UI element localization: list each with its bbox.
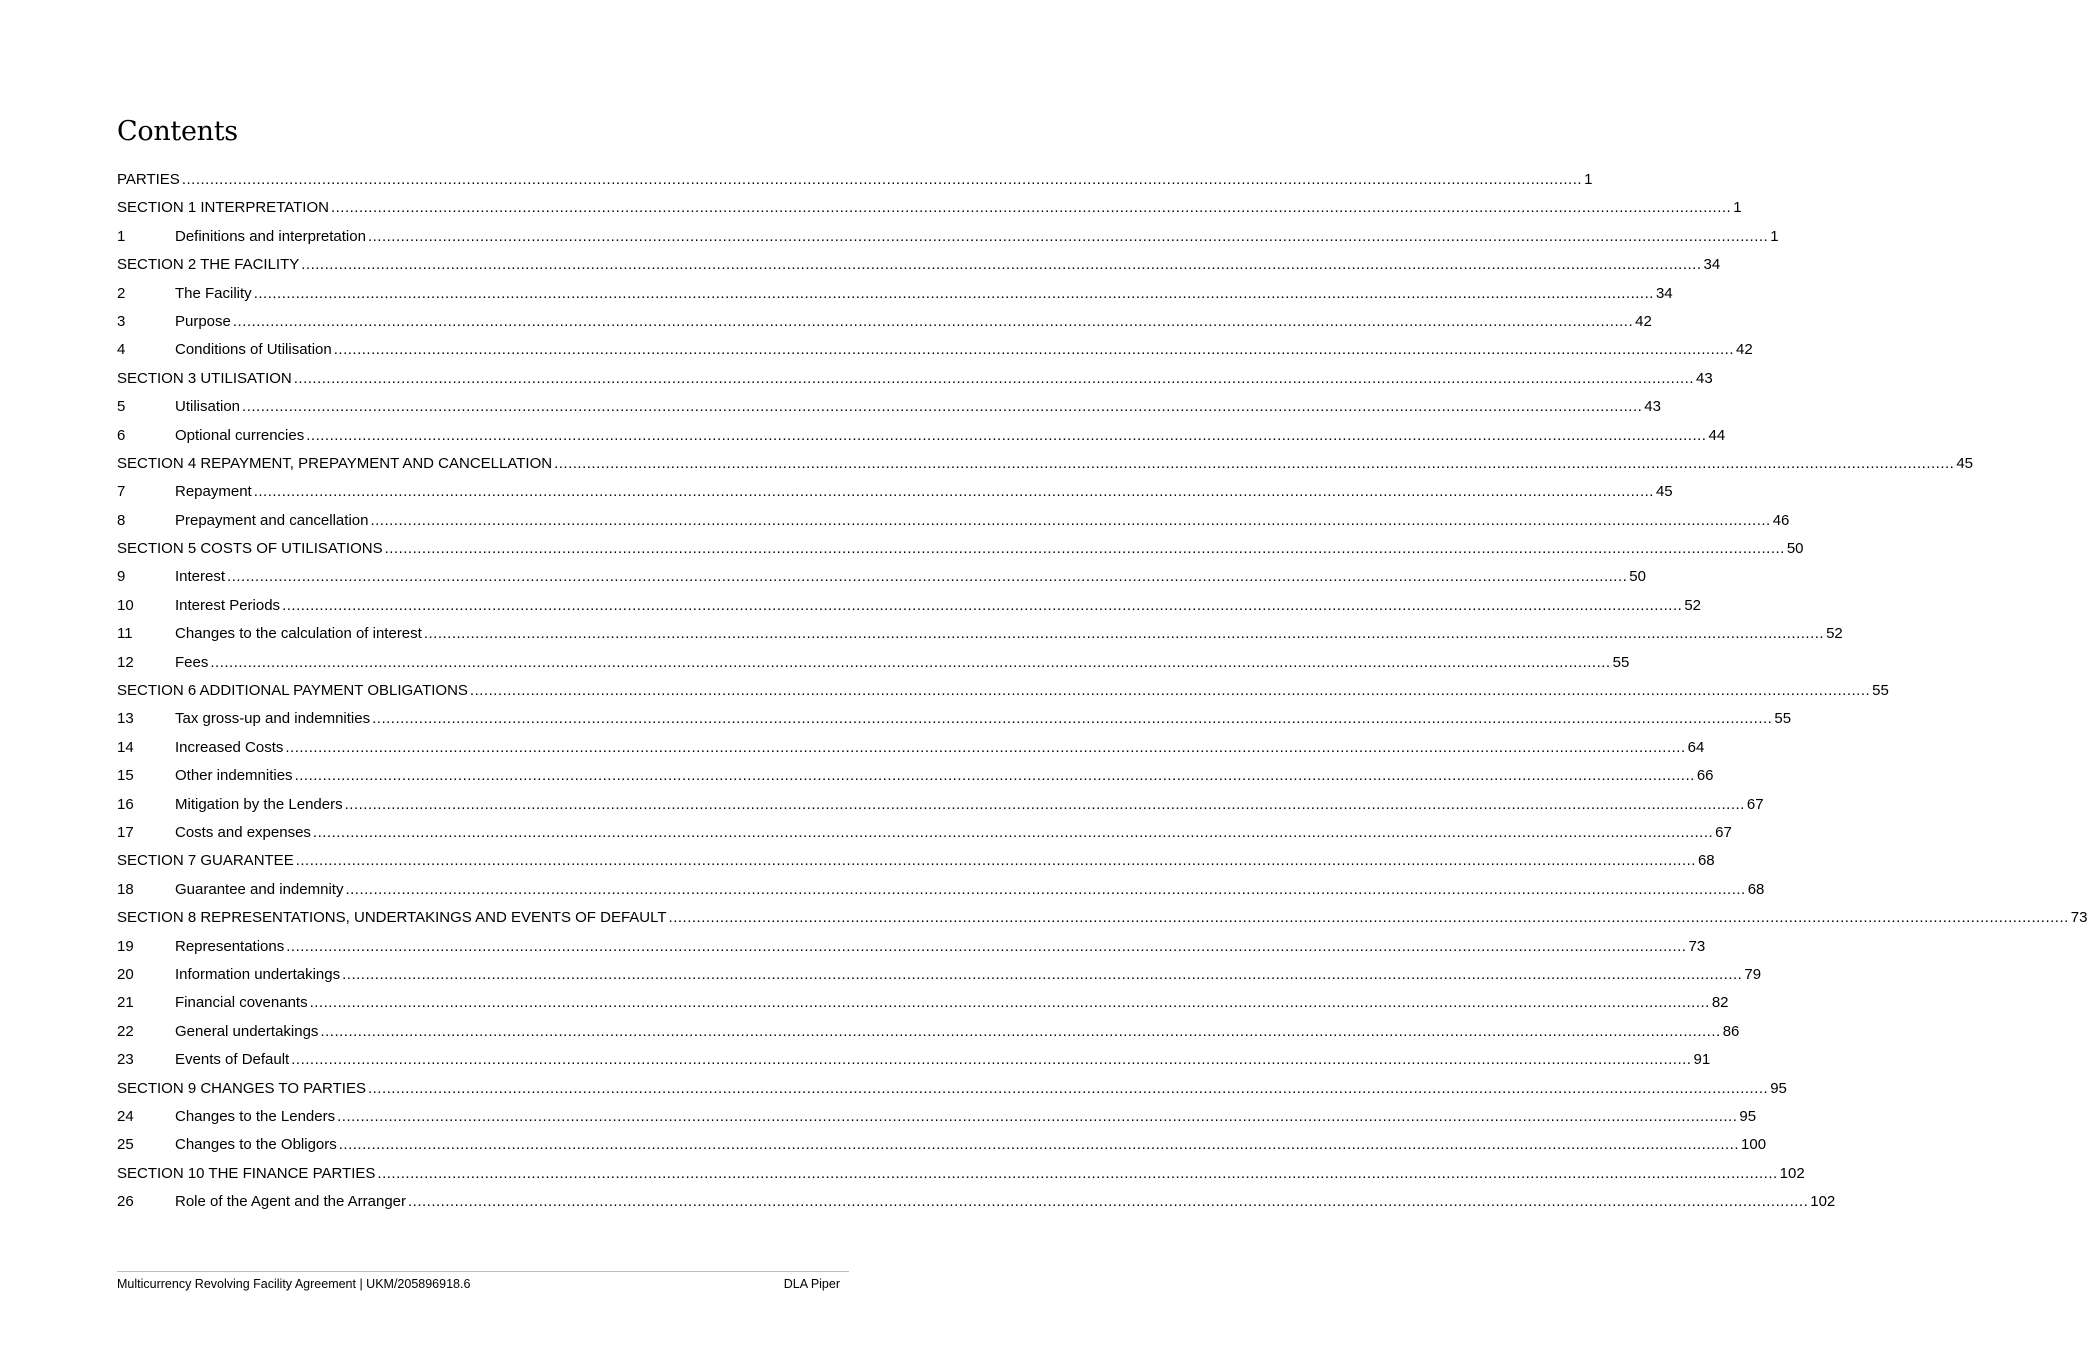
toc-entry-clause[interactable]: [117, 397, 1661, 425]
toc-entry-clause[interactable]: [117, 482, 1673, 510]
toc-dot-leader: ............................................................................................................................................................................................................................................................................................................: [210, 653, 1611, 671]
toc-entry-clause[interactable]: [117, 1192, 1836, 1220]
toc-entry-page: 1: [1584, 171, 1593, 188]
toc-entry-section[interactable]: [117, 198, 1742, 226]
toc-entry-page: 67: [1746, 795, 1764, 813]
toc-entry-clause[interactable]: [117, 1022, 1740, 1050]
toc-dot-leader: ............................................................................................................................................................................................................................................................................................................: [285, 738, 1686, 756]
toc-dot-leader: ............................................................................................................................................................................................................................................................................................................: [227, 568, 1628, 586]
toc-entry-label: SECTION 6 ADDITIONAL PAYMENT OBLIGATIONS: [117, 682, 468, 700]
toc-entry-section[interactable]: [117, 255, 1721, 283]
toc-entry-label: SECTION 7 GUARANTEE: [117, 852, 294, 870]
toc-entry-number: 6: [117, 426, 126, 444]
toc-entry-page: 68: [1747, 880, 1765, 898]
toc-dot-leader: ............................................................................................................................................................................................................................................................................................................: [294, 767, 1695, 785]
toc-entry-page: 64: [1687, 738, 1705, 756]
toc-entry-section[interactable]: [117, 369, 1713, 397]
toc-entry-label: Fees: [175, 653, 209, 671]
toc-entry-number: 26: [117, 1193, 134, 1211]
toc-entry-clause[interactable]: [117, 709, 1792, 737]
toc-entry-clause[interactable]: [117, 1107, 1757, 1135]
toc-entry-page: 73: [1688, 937, 1706, 955]
toc-entry-label: SECTION 1 INTERPRETATION: [117, 199, 329, 217]
toc-entry-page: 91: [1693, 1051, 1711, 1069]
toc-entry-number: 23: [117, 1051, 134, 1069]
toc-entry-label: SECTION 2 THE FACILITY: [117, 256, 300, 274]
toc-entry-page: 52: [1826, 625, 1843, 643]
toc-dot-leader: ............................................................................................................................................................................................................................................................................................................: [338, 1136, 1740, 1154]
toc-entry-clause[interactable]: [117, 340, 1753, 368]
toc-entry-label: Representations: [175, 937, 285, 955]
toc-entry-number: 3: [117, 312, 126, 330]
toc-entry-label: General undertakings: [175, 1022, 319, 1040]
toc-entry-label: SECTION 8 REPRESENTATIONS, UNDERTAKINGS AND EVENTS OF DEFAULT: [117, 909, 667, 927]
toc-entry-page: 43: [1696, 369, 1713, 387]
toc-entry-clause[interactable]: [117, 993, 1729, 1021]
toc-entry-clause[interactable]: [117, 653, 1630, 681]
toc-entry-label: Financial covenants: [175, 994, 308, 1012]
toc-entry-label: Prepayment and cancellation: [175, 511, 369, 529]
toc-entry-page: 52: [1684, 596, 1701, 614]
toc-entry-label: Interest Periods: [175, 596, 281, 614]
table-of-contents: [117, 170, 2087, 1220]
toc-entry-page: 86: [1722, 1022, 1740, 1040]
toc-dot-leader: ............................................................................................................................................................................................................................................................................................................: [181, 171, 1583, 188]
toc-dot-leader: ............................................................................................................................................................................................................................................................................................................: [367, 227, 1769, 245]
toc-dot-leader: ............................................................................................................................................................................................................................................................................................................: [253, 284, 1654, 302]
toc-dot-leader: ............................................................................................................................................................................................................................................................................................................: [408, 1193, 1809, 1211]
toc-entry-number: 22: [117, 1022, 134, 1040]
toc-dot-leader: ............................................................................................................................................................................................................................................................................................................: [367, 1079, 1769, 1097]
toc-entry-page: 102: [1810, 1193, 1836, 1211]
toc-entry-label: Changes to the Lenders: [175, 1107, 336, 1125]
toc-entry-page: 50: [1786, 540, 1804, 558]
toc-entry-page: 102: [1779, 1164, 1805, 1182]
toc-entry-page: 66: [1696, 767, 1714, 785]
toc-entry-section[interactable]: [117, 170, 1593, 198]
toc-dot-leader: ............................................................................................................................................................................................................................................................................................................: [312, 823, 1714, 841]
toc-entry-page: 55: [1872, 682, 1889, 700]
toc-dot-leader: ............................................................................................................................................................................................................................................................................................................: [295, 852, 1696, 870]
toc-entry-label: SECTION 5 COSTS OF UTILISATIONS: [117, 540, 383, 558]
toc-entry-label: SECTION 3 UTILISATION: [117, 369, 292, 387]
toc-entry-page: 73: [2070, 909, 2087, 927]
toc-dot-leader: ............................................................................................................................................................................................................................................................................................................: [342, 965, 1743, 983]
toc-entry-label: Increased Costs: [175, 738, 284, 756]
toc-entry-label: Optional currencies: [175, 426, 305, 444]
toc-entry-page: 45: [1655, 483, 1673, 501]
footer: [117, 1277, 840, 1291]
toc-dot-leader: ............................................................................................................................................................................................................................................................................................................: [423, 625, 1825, 643]
toc-dot-leader: ............................................................................................................................................................................................................................................................................................................: [320, 1022, 1721, 1040]
toc-entry-label: Other indemnities: [175, 767, 293, 785]
toc-entry-label: Costs and expenses: [175, 823, 311, 841]
toc-entry-page: 34: [1655, 284, 1673, 302]
toc-entry-clause[interactable]: [117, 227, 1779, 255]
toc-entry-label: Changes to the calculation of interest: [175, 625, 422, 643]
toc-dot-leader: ............................................................................................................................................................................................................................................................................................................: [232, 312, 1634, 330]
toc-entry-page: 43: [1644, 398, 1661, 416]
toc-entry-clause[interactable]: [117, 1050, 1711, 1078]
toc-entry-label: Repayment: [175, 483, 252, 501]
toc-entry-page: 100: [1741, 1136, 1767, 1154]
toc-entry-clause[interactable]: [117, 1135, 1767, 1163]
toc-entry-page: 42: [1736, 341, 1753, 359]
toc-entry-label: SECTION 9 CHANGES TO PARTIES: [117, 1079, 366, 1097]
toc-entry-number: 15: [117, 767, 134, 785]
toc-entry-number: 4: [117, 341, 126, 359]
toc-dot-leader: ............................................................................................................................................................................................................................................................................................................: [242, 398, 1643, 416]
toc-entry-page: 95: [1739, 1107, 1757, 1125]
toc-entry-label: PARTIES: [117, 171, 180, 188]
toc-entry-label: Changes to the Obligors: [175, 1136, 337, 1154]
footer-firm-name: DLA Piper: [783, 1277, 840, 1291]
toc-entry-number: 24: [117, 1107, 134, 1125]
toc-dot-leader: ............................................................................................................................................................................................................................................................................................................: [293, 369, 1694, 387]
toc-entry-page: 34: [1703, 256, 1721, 274]
toc-entry-number: 11: [117, 625, 133, 643]
toc-entry-number: 20: [117, 965, 134, 983]
toc-dot-leader: ............................................................................................................................................................................................................................................................................................................: [554, 454, 1955, 472]
toc-entry-page: 67: [1715, 823, 1732, 841]
toc-entry-section[interactable]: [117, 1164, 1805, 1192]
toc-dot-leader: ............................................................................................................................................................................................................................................................................................................: [330, 199, 1732, 217]
toc-entry-label: Utilisation: [175, 398, 241, 416]
toc-entry-label: Guarantee and indemnity: [175, 880, 344, 898]
toc-entry-label: Role of the Agent and the Arranger: [175, 1193, 406, 1211]
toc-dot-leader: ............................................................................................................................................................................................................................................................................................................: [384, 540, 1785, 558]
toc-entry-section[interactable]: [117, 1079, 1787, 1107]
toc-entry-number: 16: [117, 795, 134, 813]
toc-entry-page: 95: [1770, 1079, 1787, 1097]
toc-dot-leader: ............................................................................................................................................................................................................................................................................................................: [345, 880, 1746, 898]
toc-entry-label: Events of Default: [175, 1051, 290, 1069]
toc-entry-page: 45: [1956, 454, 1974, 472]
footer-document-reference: Multicurrency Revolving Facility Agreement | UKM/205896918.6: [117, 1277, 471, 1291]
toc-entry-number: 13: [117, 710, 134, 728]
toc-entry-number: 18: [117, 880, 134, 898]
toc-entry-number: 9: [117, 568, 126, 586]
toc-dot-leader: ............................................................................................................................................................................................................................................................................................................: [370, 511, 1771, 529]
page-title: Contents: [117, 116, 238, 147]
toc-entry-page: 82: [1711, 994, 1729, 1012]
toc-dot-leader: ............................................................................................................................................................................................................................................................................................................: [333, 341, 1734, 359]
toc-entry-page: 1: [1733, 199, 1742, 217]
toc-entry-clause[interactable]: [117, 823, 1732, 851]
toc-dot-leader: ............................................................................................................................................................................................................................................................................................................: [337, 1107, 1738, 1125]
toc-entry-page: 55: [1612, 653, 1630, 671]
toc-dot-leader: ............................................................................................................................................................................................................................................................................................................: [282, 596, 1683, 614]
toc-entry-section[interactable]: [117, 851, 1715, 879]
toc-entry-clause[interactable]: [117, 511, 1790, 539]
toc-entry-label: SECTION 4 REPAYMENT, PREPAYMENT AND CANCELLATION: [117, 454, 553, 472]
toc-entry-number: 17: [117, 823, 134, 841]
toc-entry-section[interactable]: [117, 681, 1889, 709]
toc-dot-leader: ............................................................................................................................................................................................................................................................................................................: [377, 1164, 1778, 1182]
toc-dot-leader: ............................................................................................................................................................................................................................................................................................................: [306, 426, 1707, 444]
toc-entry-number: 1: [117, 227, 126, 245]
toc-entry-number: 2: [117, 284, 126, 302]
toc-entry-page: 1: [1770, 227, 1779, 245]
toc-entry-clause[interactable]: [117, 880, 1765, 908]
toc-dot-leader: ............................................................................................................................................................................................................................................................................................................: [253, 483, 1654, 501]
toc-dot-leader: ............................................................................................................................................................................................................................................................................................................: [668, 909, 2069, 927]
toc-entry-label: Purpose: [175, 312, 231, 330]
toc-entry-clause[interactable]: [117, 284, 1673, 312]
toc-entry-number: 12: [117, 653, 134, 671]
toc-dot-leader: ............................................................................................................................................................................................................................................................................................................: [469, 682, 1871, 700]
toc-entry-label: Conditions of Utilisation: [175, 341, 332, 359]
toc-entry-page: 42: [1635, 312, 1652, 330]
toc-entry-label: Definitions and interpretation: [175, 227, 366, 245]
toc-entry-label: Interest: [175, 568, 226, 586]
toc-entry-number: 21: [117, 994, 134, 1012]
toc-entry-clause[interactable]: [117, 312, 1652, 340]
toc-entry-label: Mitigation by the Lenders: [175, 795, 343, 813]
toc-entry-clause[interactable]: [117, 795, 1764, 823]
toc-entry-clause[interactable]: [117, 567, 1646, 595]
toc-entry-page: 55: [1774, 710, 1792, 728]
toc-entry-number: 5: [117, 398, 126, 416]
toc-entry-number: 8: [117, 511, 126, 529]
toc-entry-clause[interactable]: [117, 965, 1762, 993]
toc-entry-page: 44: [1708, 426, 1726, 444]
footer-divider: [117, 1271, 849, 1272]
toc-entry-number: 25: [117, 1136, 134, 1154]
toc-entry-page: 46: [1772, 511, 1790, 529]
toc-entry-clause[interactable]: [117, 766, 1714, 794]
toc-entry-clause[interactable]: [117, 624, 1843, 652]
toc-entry-label: The Facility: [175, 284, 252, 302]
toc-entry-clause[interactable]: [117, 596, 1701, 624]
toc-dot-leader: ............................................................................................................................................................................................................................................................................................................: [286, 937, 1687, 955]
toc-dot-leader: ............................................................................................................................................................................................................................................................................................................: [344, 795, 1745, 813]
toc-dot-leader: ............................................................................................................................................................................................................................................................................................................: [291, 1051, 1692, 1069]
toc-entry-label: SECTION 10 THE FINANCE PARTIES: [117, 1164, 376, 1182]
toc-entry-number: 14: [117, 738, 134, 756]
toc-entry-page: 79: [1744, 965, 1762, 983]
toc-entry-clause[interactable]: [117, 937, 1706, 965]
toc-entry-number: 10: [117, 596, 134, 614]
toc-entry-section[interactable]: [117, 908, 2087, 936]
toc-entry-section[interactable]: [117, 454, 1974, 482]
toc-entry-label: Information undertakings: [175, 965, 341, 983]
toc-entry-number: 7: [117, 483, 126, 501]
toc-dot-leader: ............................................................................................................................................................................................................................................................................................................: [309, 994, 1710, 1012]
toc-dot-leader: ............................................................................................................................................................................................................................................................................................................: [301, 256, 1702, 274]
toc-entry-page: 68: [1697, 852, 1715, 870]
toc-entry-number: 19: [117, 937, 134, 955]
toc-entry-section[interactable]: [117, 539, 1804, 567]
toc-entry-clause[interactable]: [117, 738, 1705, 766]
toc-entry-clause[interactable]: [117, 426, 1726, 454]
toc-dot-leader: ............................................................................................................................................................................................................................................................................................................: [372, 710, 1773, 728]
toc-entry-page: 50: [1629, 568, 1646, 586]
toc-entry-label: Tax gross-up and indemnities: [175, 710, 371, 728]
